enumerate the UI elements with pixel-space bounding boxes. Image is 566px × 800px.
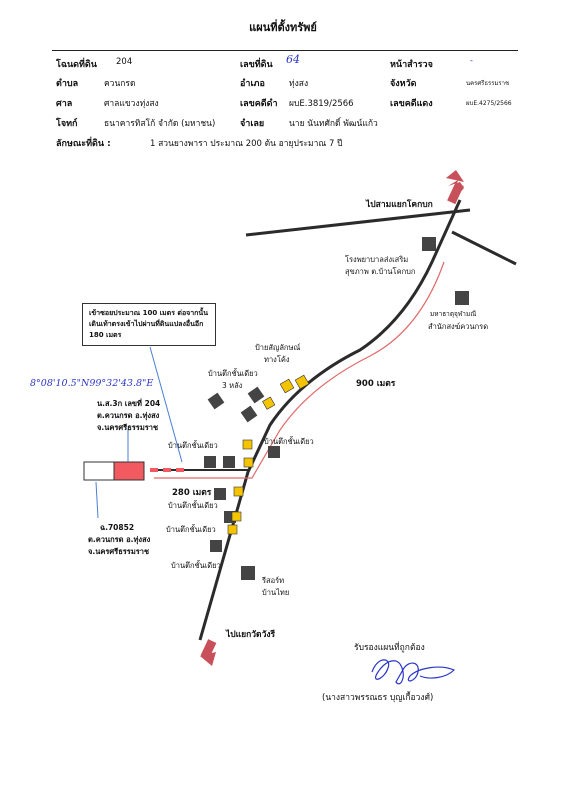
road-to-wangree: ไปแยกวัดวังรี: [226, 630, 276, 640]
province-value: นครศรีธรรมราช: [466, 80, 510, 87]
signer-name: (นางสาวพรรณธร บุญเกื้อวงศ์): [322, 693, 434, 703]
hospital-building: [422, 237, 436, 251]
side-road: [452, 232, 516, 264]
certify-text: รับรองแผนที่ถูกต้อง: [354, 643, 425, 653]
subject-label-2: ต.ควนกรด อ.ทุ่งสง: [97, 411, 160, 420]
land-type-value: 1 สวนยางพารา ประมาณ 200 ต้น อายุประมาณ 7 ปี: [150, 139, 343, 149]
subdistrict-label: ตำบล: [56, 79, 79, 89]
court-value: ศาลแขวงทุ่งสง: [104, 99, 159, 109]
house-label-a: บ้านตึกชั้นเดียว: [168, 441, 218, 450]
subject-label-1: น.ส.3ก เลขที่ 204: [97, 399, 161, 408]
hospital-label-1: โรงพยาบาลส่งเสริม: [345, 255, 409, 264]
province-label: จังหวัด: [390, 79, 417, 89]
land-type-label: ลักษณะที่ดิน :: [56, 139, 111, 149]
red-case-value: ผบE.4275/2566: [466, 100, 512, 107]
land-no-label: เลขที่ดิน: [240, 60, 273, 70]
curve-sign-label-1: ป้ายสัญลักษณ์: [255, 343, 301, 352]
directions-box: เข้าซอยประมาณ 100 เมตร ต่อจากนั้นเดินเท้าตรงเข้าไปผ่านที่ดินแปลงอื่นอีก 180 เมตร: [82, 303, 216, 346]
house-label-c: บ้านตึกชั้นเดียว: [168, 501, 218, 510]
road-to-kokbok: ไปสามแยกโคกบก: [366, 200, 433, 210]
house-group-label-2: 3 หลัง: [222, 381, 243, 390]
monastery-building: [455, 291, 469, 305]
defendant-label: จำเลย: [240, 119, 265, 129]
pagoda-label: มหาธาตุจุฬามณี: [430, 310, 477, 318]
main-road: [200, 200, 460, 640]
house-label-b: บ้านตึกชั้นเดียว: [264, 437, 314, 446]
coordinates: 8°08'10.5"N99°32'43.8"E: [30, 378, 154, 389]
deed-value: 204: [116, 57, 133, 67]
red-case-label: เลขคดีแดง: [390, 99, 433, 109]
house-building: [248, 387, 265, 404]
distance-280: 280 เมตร: [172, 488, 212, 498]
subject-label-3: จ.นครศรีธรรมราช: [97, 423, 159, 432]
district-label: อำเภอ: [240, 79, 265, 89]
neighbor-pointer: [96, 482, 98, 518]
court-label: ศาล: [56, 99, 73, 109]
subject-plot: [114, 462, 144, 480]
deed-label: โฉนดที่ดิน: [56, 60, 97, 70]
resort-label-1: รีสอร์ท: [262, 576, 285, 585]
house-building: [204, 456, 216, 468]
curve-sign-label-2: ทางโค้ง: [264, 355, 290, 364]
land-no-value: 64: [286, 53, 300, 66]
distance-900: 900 เมตร: [356, 379, 396, 389]
house-building: [208, 393, 225, 410]
house-building: [223, 456, 235, 468]
plaintiff-value: ธนาคารทิสโก้ จำกัด (มหาชน): [104, 119, 216, 129]
resort-label-2: บ้านไทย: [262, 588, 290, 597]
survey-page-label: หน้าสำรวจ: [390, 60, 433, 70]
black-case-value: ผบE.3819/2566: [289, 99, 354, 109]
plaintiff-label: โจทก์: [56, 119, 78, 129]
house-label-d: บ้านตึกชั้นเดียว: [166, 525, 216, 534]
survey-page-value: -: [470, 56, 473, 65]
page-title: แผนที่ตั้งทรัพย์: [249, 21, 317, 34]
house-building: [210, 540, 222, 552]
neighbor-label-2: ต.ควนกรด อ.ทุ่งสง: [88, 535, 151, 544]
neighbor-label-1: ฉ.70852: [100, 523, 135, 532]
defendant-value: นาย นันทศักดิ์ พัฒน์แก้ว: [289, 119, 378, 129]
neighbor-label-3: จ.นครศรีธรรมราช: [88, 547, 150, 556]
house-building: [241, 406, 258, 423]
house-group-label-1: บ้านตึกชั้นเดียว: [208, 369, 258, 378]
resort-building: [241, 566, 255, 580]
district-value: ทุ่งสง: [289, 79, 309, 89]
hospital-label-2: สุขภาพ ต.บ้านโคกบก: [345, 267, 416, 276]
house-building: [214, 488, 226, 500]
black-case-label: เลขคดีดำ: [240, 99, 278, 109]
monastery-label: สำนักสงฆ์ควนกรด: [428, 322, 489, 331]
subdistrict-value: ควนกรด: [104, 79, 136, 89]
cross-road: [246, 210, 470, 235]
neighbor-plot: [84, 462, 114, 480]
house-label-e: บ้านตึกชั้นเดียว: [171, 561, 221, 570]
